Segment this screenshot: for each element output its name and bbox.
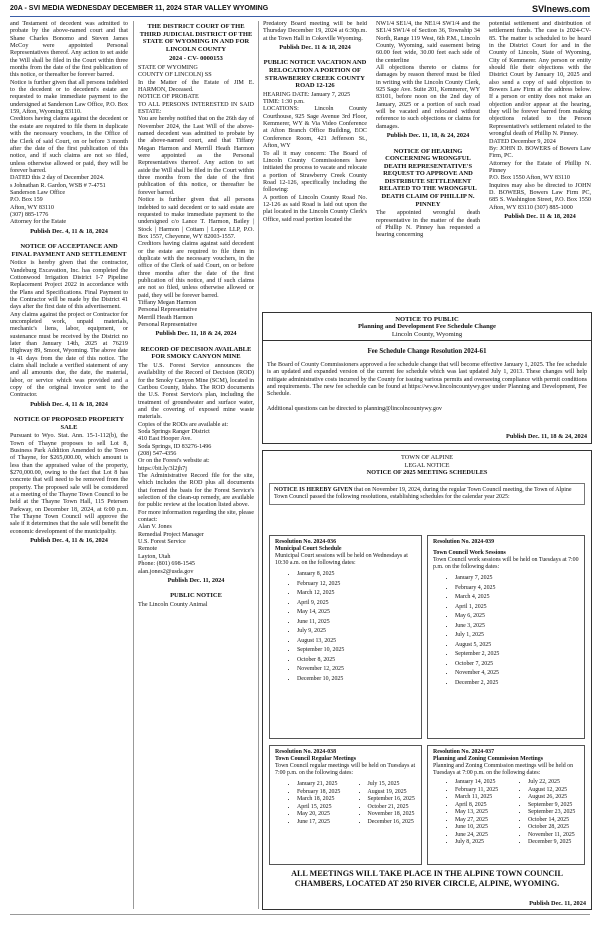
notice-text: Soda Springs Ranger District bbox=[138, 428, 210, 435]
bottom-rule bbox=[10, 914, 590, 915]
resolution-2024-036 bbox=[269, 535, 422, 739]
notice-text: Tiffany Megan Harmon bbox=[138, 299, 197, 306]
probate-text: Creditors having claims against the decedent or the estate are required to file them in duplicate with the necessary vouchers, in the Office of the Clerk of said Court, on or before 3 month after the date of the first publication of this notice, and if such claims are not so filed, unless otherwise allowed or paid, they will be forever barred. bbox=[10, 116, 128, 174]
notice-text: HEARING DATE: January 7, 2025 bbox=[263, 91, 351, 98]
meeting-date: • December 16, 2025 bbox=[368, 819, 417, 826]
meeting-date: • September 10, 2025 bbox=[297, 647, 416, 654]
forest-link[interactable]: https://bit.ly/3l2jh7j bbox=[138, 465, 187, 472]
intro-text: that on November 19, 2024, during the regular Town Council meeting, the Town of Alpine Town Council passed the following resolutions, establishing schedules for the calendar year 2025: bbox=[274, 486, 572, 501]
notice-text: DATED December 9, 2024 bbox=[489, 138, 556, 145]
notice-text: Personal Representative bbox=[138, 322, 198, 328]
meeting-date: • August 5, 2025 bbox=[455, 642, 579, 649]
probate-text: Notice is further given that all persons indebted to the decedent or to decedent's estate are requested to make immediate payment to the undersigned at Sanderson Law Office, P.O. Box 159, Afton, Wyoming 83110. bbox=[10, 79, 128, 116]
notice-text: For more information regarding the site, please contact: bbox=[138, 509, 254, 524]
notice-title: THE DISTRICT COURT OF THE THIRD JUDICIAL DISTRICT OF THE STATE OF WYOMING IN AND FOR LINCOLN COUNTY bbox=[139, 23, 253, 53]
resolution-title: Town Council Work Sessions bbox=[433, 550, 506, 557]
notice-text: Remedial Project Manager bbox=[138, 531, 204, 538]
notice-text: TO ALL PERSONS INTERESTED IN SAID ESTATE: bbox=[138, 101, 254, 116]
notice-text: Soda Springs, ID 83276-1496 bbox=[138, 443, 212, 450]
meeting-date: • November 4, 2025 bbox=[455, 670, 579, 677]
meeting-date: • August 26, 2025 bbox=[528, 794, 579, 801]
notice-text: Any claims against the project or Contractor for uncompleted work, unpaid materials, mechanic's liens, labor, equipment, or sustenance must be received by the District no later than January 14th, 2025 at 76219 Highway 89, Smoot, Wyoming. The above date is 41 days from the date of this notice. The claim shall include a verified statement of any and all amounts due, the date, the material, labor, or service which was provided and a copy of the original invoice sent to the Contractor. bbox=[10, 311, 128, 399]
notice-text: Layton, Utah bbox=[138, 553, 171, 560]
meeting-date: • July 1, 2025 bbox=[455, 632, 579, 639]
alpine-title: NOTICE OF 2025 MEETING SCHEDULES bbox=[366, 469, 488, 477]
column-3 bbox=[263, 21, 367, 321]
meeting-date: • July 22, 2025 bbox=[528, 779, 579, 786]
notice-text: Pursuant to Wyo. Stat. Ann. 15-1-112(b), the Town of Thayne proposes to sell Lot 8, Business Park Addition Amended to the Town of Thayne, for $265,000.00, which amount is less than the appraised value of the property, $270,000.00, owing to the fact that Lot 8 has concrete that will need to be removed from the property. The proposed sale will be considered at a meeting of the Thayne Town Council to be held at the Thayne Town Hall, 115 Petersen Parkway, on December 18, 2024, at 6:00 p.m. The Thayne Town Council will approve the sale if it determines that the sale will benefit the economic development of the municipality. bbox=[10, 433, 128, 535]
meeting-date: • November 18, 2025 bbox=[368, 811, 417, 818]
publish-line: Publish Dec. 4, 11 & 18, 2024 bbox=[30, 400, 108, 408]
meeting-date: • February 12, 2025 bbox=[297, 581, 416, 588]
date-list bbox=[346, 781, 417, 826]
notice-text: Merrill Heath Harmon bbox=[138, 314, 194, 321]
box-title-text: NOTICE TO PUBLIC bbox=[395, 316, 459, 323]
meeting-date: • May 14, 2025 bbox=[297, 609, 416, 616]
meeting-date: • April 1, 2025 bbox=[455, 604, 579, 611]
notice-text: By: JOHN D. BOWERS of Bowers Law Firm, PC. bbox=[489, 145, 591, 160]
alpine-town: TOWN OF ALPINE bbox=[400, 454, 453, 461]
resolution-title: Town Council Regular Meetings bbox=[275, 756, 357, 763]
notice-text: The appointed wrongful death representative in the matter of the death of Phillip N. Pinney has requested a hearing concerning bbox=[376, 210, 480, 239]
box-county: Lincoln County, Wyoming bbox=[391, 330, 463, 338]
notice-text: Creditors having claims against said decedent or the estate are required to file them in duplicate with the necessary vouchers, in the office of the Clerk of said Court, on or before three months after the date of the first publication of this notice, and if such claims are not so filed, unless otherwise allowed or paid, they will be forever barred. bbox=[138, 241, 254, 299]
notice-text: NOTICE OF PROBATE bbox=[138, 94, 199, 101]
probate-text: (307) 885-1776 bbox=[10, 211, 49, 218]
meeting-date: • September 23, 2025 bbox=[528, 809, 579, 816]
resolution-title: Municipal Court Schedule bbox=[275, 546, 342, 553]
meeting-date: • May 27, 2025 bbox=[455, 817, 506, 824]
notice-title: NOTICE OF PROPOSED PROPERTY SALE bbox=[13, 416, 125, 431]
meeting-date: • July 15, 2025 bbox=[368, 781, 417, 788]
publish-line: Publish Dec. 11, 18 & 24, 2024 bbox=[155, 330, 237, 338]
date-list bbox=[275, 571, 416, 682]
resolution-number: Resolution No. 2024-038 bbox=[275, 749, 337, 755]
meeting-date: • August 12, 2025 bbox=[528, 787, 579, 794]
meeting-date: • November 12, 2025 bbox=[297, 666, 416, 673]
meeting-date: • October 7, 2025 bbox=[455, 661, 579, 668]
contact-email[interactable]: alan.jones2@usda.gov bbox=[138, 568, 194, 575]
case-number: 2024 - CV- 0000153 bbox=[169, 55, 223, 63]
box-subtitle: Planning and Development Fee Schedule Change bbox=[358, 323, 496, 331]
resolution-title: Fee Schedule Change Resolution 2024-61 bbox=[367, 347, 487, 355]
notice-text: U.S. Forest Service bbox=[138, 539, 186, 546]
notice-text: Notice is further given that all persons indebted to said decedent or to said estate are requested to make immediate payment to the undersigned c/o Lance T. Harmon, Bailey | Stock | Harmon | Cottam | Lopez LLP, P.O. Box 1557, Cheyenne, WY 82003-1557. bbox=[138, 197, 254, 240]
probate-text: and Testament of decedent was admitted to probate by the above-named court and that Shane Charles Bonomo and Steven James McCoy were appointed Personal Representatives thereof. Any action to set aside the Will shall be filed in the Court within three months from the date of the first publication of this notice, or thereafter be forever barred. bbox=[10, 21, 128, 79]
resolution-desc: Municipal Court sessions will be held on Wednesdays at 10:30 a.m. on the following dates: bbox=[275, 553, 408, 567]
meeting-date: • May 6, 2025 bbox=[455, 613, 579, 620]
notice-text: STATE OF WYOMING bbox=[138, 64, 198, 71]
alpine-intro bbox=[269, 483, 585, 506]
notice-title: PUBLIC NOTICE VACATION AND RELOCATION A PORTION OF STRAWBERRY CREEK COUNTY ROAD 12-126 bbox=[263, 59, 367, 90]
notice-title: NOTICE OF HEARING CONCERNING WRONGFUL DEATH REPRESENTATIVE'S REQUEST TO APPROVE AND DISTRIBUTE SETTLEMENT RELATED TO THE WRONGFUL DEATH CLAIM OF PHILLIP N. PINNEY bbox=[379, 147, 477, 208]
alpine-legal: LEGAL NOTICE bbox=[404, 461, 450, 469]
notice-text: In the Matter of the Estate of JIM E. HARMON, Deceased. bbox=[138, 79, 254, 93]
notice-text: Copies of the RODs are available at: bbox=[138, 421, 229, 428]
meeting-date: • October 28, 2025 bbox=[528, 824, 579, 831]
resolution-2024-037 bbox=[427, 745, 585, 865]
meeting-date: • January 21, 2025 bbox=[297, 781, 346, 788]
page-header bbox=[10, 2, 590, 15]
notice-text: COUNTY OF LINCOLN) SS bbox=[138, 72, 212, 79]
column-4 bbox=[376, 21, 480, 321]
notice-title: RECORD OF DECISION AVAILABLE FOR SMOKY CANYON MINE bbox=[140, 345, 252, 361]
meeting-date: • March 11, 2025 bbox=[455, 794, 506, 801]
intro-lead: NOTICE IS HEREBY GIVEN bbox=[274, 486, 353, 493]
notice-text: 410 East Hooper Ave. bbox=[138, 436, 192, 443]
resolution-desc: Town Council work sessions will be held on Tuesdays at 7:00 p.m. on the following dates: bbox=[433, 557, 579, 571]
meeting-date: • December 9, 2025 bbox=[528, 839, 579, 846]
notice-text: LOCATIONS: Lincoln County Courthouse, 925 Sage Avenue 3rd Floor, Kemmerer, WY & Via Video Conference at Afton Branch Office Building, EOC Conference Room, 421 Jefferson St., Afton, WY bbox=[263, 106, 367, 150]
meeting-date: • June 11, 2025 bbox=[297, 619, 416, 626]
notice-text: NW1/4 SE1/4, the NE1/4 SW1/4 and the SE1/4 SW1/4 of Section 36, Township 34 North, Range 119 West, 6th P.M., Lincoln County, Wyoming, said easement being 60.00 feet wide, 30.00 feet each side of the centerline bbox=[376, 21, 480, 64]
resolution-title: Planning and Zoning Commission Meetings bbox=[433, 756, 543, 763]
meeting-date: • December 2, 2025 bbox=[455, 680, 579, 687]
box-title bbox=[263, 313, 591, 341]
notice-text: TIME: 1:30 p.m. bbox=[263, 99, 305, 106]
header-dateline: 20A - SVI MEDIA WEDNESDAY DECEMBER 11, 2024 STAR VALLEY WYOMING bbox=[10, 5, 269, 12]
publish-line: Publish Dec. 11, 2024 bbox=[529, 899, 586, 907]
meeting-date: • June 10, 2025 bbox=[455, 824, 506, 831]
alpine-header bbox=[263, 451, 591, 477]
column-1 bbox=[10, 21, 128, 911]
meeting-date: • August 13, 2025 bbox=[297, 638, 416, 645]
meeting-date: • January 7, 2025 bbox=[455, 575, 579, 582]
notice-title: NOTICE OF ACCEPTANCE AND FINAL PAYMENT AND SETTLEMENT bbox=[11, 242, 127, 258]
notice-text: Alan V. Jones bbox=[138, 524, 172, 531]
meeting-date: • October 8, 2025 bbox=[297, 657, 416, 664]
notice-text: You are hereby notified that on the 26th day of November 2024, the Last Will of the above-named decedent was admitted to probate by the above-named court, and that Tiffany Megan Harmon and Merrill Heath Harmon were appointed as the Personal Representatives thereof. Any action to set aside the Will shall be filed in the Court within three months from the date of the first publication of this notice, or thereafter be forever barred. bbox=[138, 116, 254, 196]
publish-line: Publish Dec. 11, 18 & 24, 2024 bbox=[506, 432, 587, 440]
resolution-number: Resolution No. 2024-036 bbox=[275, 539, 337, 545]
meeting-date: • March 12, 2025 bbox=[297, 590, 416, 597]
probate-text: DATED this 2 day of December 2024. bbox=[10, 175, 105, 182]
notice-text: potential settlement and distribution of settlement funds. The case is 2024-CV-85. The matter is scheduled to be heard in the District Court for and in the County of Lincoln, State of Wyoming, City of Kemmerer. Any person or entity should file their objections with the District Court by January 10, 2025 and also send a copy of said objection to Bowers Law Firm at the address below. If a person or entity does not make an objection and/or appear at the hearing, they will be forever barred from making objections related to the Person Representative's settlement related to the wrongful death of Phillip N. Pinney. bbox=[489, 21, 591, 138]
notice-text: The Lincoln County Animal bbox=[138, 601, 208, 608]
notice-text: Phone: (801) 698-1545 bbox=[138, 561, 195, 568]
fee-schedule-text: The Board of County Commissioners approved a fee schedule change that will become effective January 1, 2025. The fee schedule is an updated and expanded version of the current fee schedule which was last updated July 1, 2013. These changes will help mitigate administrative costs incurred by the County for issuing various permits and overseeing compliance with permit conditions and requirements. The new fee schedule can be found at https://www.lincolncountywy.gov under Planning and Development, Fee Schedule. bbox=[267, 362, 587, 398]
meeting-date: • September 16, 2025 bbox=[368, 796, 417, 803]
meeting-date: • October 21, 2025 bbox=[368, 804, 417, 811]
resolution-desc: Planning and Zoning Commission meetings will be held on Tuesdays at 7:00 p.m. on the following dates: bbox=[433, 763, 574, 777]
meeting-date: • May 20, 2025 bbox=[297, 811, 346, 818]
notice-text: All objections thereto or claims for damages by reason thereof must be filed in writing with the Lincoln County Clerk, 925 Sage Ave. Suite 201, Kemmerer, WY 83101, before noon on the 2nd day of January, 2025 or a portion of such road will be vacated and relocated without reference to such objections or claims for damages. bbox=[376, 65, 480, 130]
publish-line: Publish Dec. 11, 2024 bbox=[167, 576, 225, 584]
meeting-date: • September 9, 2025 bbox=[528, 802, 579, 809]
probate-text: Sanderson Law Office bbox=[10, 189, 66, 196]
date-list bbox=[433, 779, 506, 846]
notice-text: Notice is hereby given that the contractor, Vandeburg Excavation, Inc. has completed the Cottonwood Irrigation District I-7 Pipeline Replacement Project 2022 in accordance with the Plans and Specifications. Final Payment to the Contractor will be made by the District 41 days after the first date of this advertisement. bbox=[10, 260, 128, 311]
contact-text: Additional questions can be directed to planning@lincolncountywy.gov bbox=[267, 405, 442, 412]
meeting-date: • February 11, 2025 bbox=[455, 787, 506, 794]
notice-to-public-box bbox=[262, 312, 592, 444]
meeting-date: • July 8, 2025 bbox=[455, 839, 506, 846]
notice-text: Inquires may also be directed to JOHN D. BOWERS, Bowers Law Firm PC, 685 S. Washington Street, P.O. Box 1550 Afton, WY 83110 (307) 885-1000 bbox=[489, 182, 591, 211]
resolution-2024-038 bbox=[269, 745, 422, 865]
column-divider bbox=[258, 21, 259, 909]
resolution-2024-039 bbox=[427, 535, 585, 739]
meeting-date: • May 13, 2025 bbox=[455, 809, 506, 816]
alpine-footer: ALL MEETINGS WILL TAKE PLACE IN THE ALPINE TOWN COUNCIL CHAMBERS, LOCATED AT 250 RIVER CIRCLE, ALPINE, WYOMING. bbox=[291, 869, 563, 888]
notice-text: Or on the Forest's website at: bbox=[138, 458, 210, 465]
meeting-date: • June 17, 2025 bbox=[297, 819, 346, 826]
meeting-date: • February 18, 2025 bbox=[297, 789, 346, 796]
column-divider bbox=[133, 21, 134, 909]
probate-text: s Johnathan R. Gardon, WSB # 7-4751 bbox=[10, 182, 106, 189]
meeting-date: • July 9, 2025 bbox=[297, 628, 416, 635]
meeting-date: • April 8, 2025 bbox=[455, 802, 506, 809]
meeting-date: • December 10, 2025 bbox=[297, 676, 416, 683]
meeting-date: • June 3, 2025 bbox=[455, 623, 579, 630]
header-site[interactable]: SVInews.com bbox=[531, 3, 590, 14]
notice-title: PUBLIC NOTICE bbox=[170, 592, 222, 600]
date-list bbox=[275, 781, 346, 826]
meeting-date: • March 4, 2025 bbox=[455, 594, 579, 601]
header-rule bbox=[10, 16, 590, 17]
meeting-date: • September 2, 2025 bbox=[455, 651, 579, 658]
publish-line: Publish Dec. 11, 18, & 24, 2024 bbox=[386, 132, 470, 140]
publish-line: Publish Dec. 4, 11 & 16, 2024 bbox=[30, 537, 108, 545]
notice-text: P.O. Box 1550 Afton, WY 83110 bbox=[489, 175, 570, 182]
resolution-number: Resolution No. 2024-039 bbox=[433, 539, 495, 545]
meeting-date: • April 15, 2025 bbox=[297, 804, 346, 811]
meeting-date: • February 4, 2025 bbox=[455, 585, 579, 592]
probate-text: Attorney for the Estate bbox=[10, 219, 67, 226]
column-5 bbox=[489, 21, 591, 321]
notice-text: Attorney for the Estate of Phillip N. Pinney bbox=[489, 160, 591, 174]
meeting-date: • November 11, 2025 bbox=[528, 832, 579, 839]
probate-text: Afton, WY 83110 bbox=[10, 204, 54, 211]
column-2 bbox=[138, 21, 254, 911]
meeting-date: • January 8, 2025 bbox=[297, 571, 416, 578]
notice-text: To all it may concern: The Board of Lincoln County Commissioners have initiated the process to vacate and relocate a portion of Strawberry Creek County Road 12-126, specifically including the following: bbox=[263, 150, 367, 194]
probate-text: P.O. Box 159 bbox=[10, 197, 43, 204]
notice-text: A portion of Lincoln County Road No. 12-126 as said Road is laid out upon the plat located in the Lincoln County Clerk's Office, said road portion located the bbox=[263, 194, 367, 223]
meeting-date: • June 24, 2025 bbox=[455, 832, 506, 839]
meeting-date: • August 19, 2025 bbox=[368, 789, 417, 796]
publish-line: Publish Dec. 11 & 18, 2024 bbox=[279, 44, 351, 52]
notice-text: (208) 547-4356 bbox=[138, 451, 177, 457]
meeting-date: • October 14, 2025 bbox=[528, 817, 579, 824]
notice-text: Predatory Board meeting will be held Thursday December 19, 2024 at 6:30p.m. at the Town Hall in Cokeville Wyoming. bbox=[263, 21, 367, 42]
publish-line: Publish Dec. 11 & 18, 2024 bbox=[504, 212, 576, 220]
date-list bbox=[433, 575, 579, 686]
notice-text: The U.S. Forest Service announces the availability of the Record of Decision (ROD) for the Smoky Canyon Mine (SCM), located in Caribou County, Idaho. The ROD documents the U.S. Forest Service's plan, including the treatment of groundwater and surface water, and the covering of exposed mine waste materials. bbox=[138, 362, 254, 421]
notice-text: The Administrative Record file for the site, which includes the ROD plus all documents that formed the basis for the Forest Service's selection of the clean-up remedy, are available for public review at the location listed above. bbox=[138, 473, 254, 509]
resolution-desc: Town Council regular meetings will be held on Tuesdays at 7:00 p.m. on the following dates: bbox=[275, 763, 416, 777]
meeting-date: • April 9, 2025 bbox=[297, 600, 416, 607]
notice-text: Remote bbox=[138, 546, 158, 553]
publish-line: Publish Dec. 4, 11 & 18, 2024 bbox=[30, 227, 108, 235]
meeting-date: • January 14, 2025 bbox=[455, 779, 506, 786]
date-list bbox=[506, 779, 579, 846]
notice-text: Personal Representative bbox=[138, 307, 198, 314]
meeting-date: • March 18, 2025 bbox=[297, 796, 346, 803]
alpine-meeting-box bbox=[262, 450, 592, 910]
resolution-number: Resolution No. 2024-037 bbox=[433, 749, 495, 755]
